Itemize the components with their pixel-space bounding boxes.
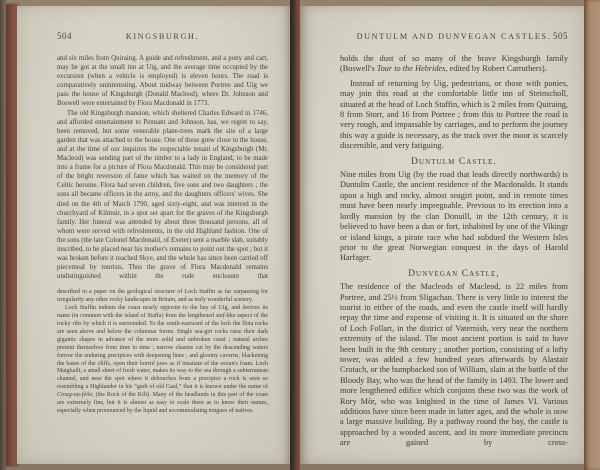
paragraph: Loch Staffin indents the coast nearly opposite to the bay of Uig, and derives its name (in common with the island of Staffa) from the lengthened staf-like aspect of the rocky ribs by which it is surrounded. To the south-eastward of the loch the flota rocks are seen above and below the columnar forms. Single sea-girt rocks raise their dark gigantic shapes in advance of the more solid and unbroken coast ; natural arches present themselves from time to time ; narrow chasms cut by the descending waters furrow the enduring precipices with deepening lines ; and gloomy caverns, blackening the bases of the cliffs, open their horrid jaws as if insatiate of the ocean's foam. Loch Maighailt, a small sheet of fresh water, makes its way to the sea through a subterranean channel, and near the spot where it debouches from a precipice a rock is seen so resembling a Highlander in his “garb of old Gaul,” that it is known under the name of Creag-na-féile, (the Rock of the Kilt). Many of the headlands in this part of the coast are extremely fine, but it is almost as easy to scale them as to know their names, especially when pronounced by the liquid and accommodating tongues of natives. [57, 305, 268, 414]
right-page-body [340, 54, 568, 449]
paragraph: Nine miles from Uig (by the road that leads directly northwards) is Duntulm Castle, the ancient residence of the Macdonalds. It stands upon a high and rocky, almost seagirt point, and in remote times must have been nearly impregnable. Previous to its erection into a lordly mansion by the clan Donuill, in the 12th century, it is believed to have been a dun or fort, inhabited by one of the Vikingr or island kings, a pirate race who had subdued the Western Isles prior to the great Norwegian conquest in the days of Harold Harfager. [340, 170, 568, 263]
right-running-head-row [340, 32, 568, 44]
left-page-number: 504 [57, 31, 72, 41]
page-gutter [290, 0, 300, 470]
paragraph: and six miles from Quiraing. A guide and refreshment, and a pony and cart, may be got at the small inn at Uig, and the average time occupied by the excursion (when a vehicle is employed) is eleven hours. The road is comparatively uninteresting. About midway between Portree and Uig we pass the house of Kingsburgh (Donald Macleod), where Dr. Johnson and Boswell were entertained by Flora Macdonald in 1773. [57, 55, 268, 108]
right-page-number: 505 [553, 31, 568, 41]
left-page-body [57, 54, 268, 281]
section-heading: Duntulm Castle. [411, 156, 497, 167]
left-running-head-row [57, 32, 268, 44]
left-page-footnote [57, 289, 268, 416]
paragraph: holds the dust of so many of the brave Kingsburgh family (Boswell's Tour to the Hebrides, edited by Robert Carruthers). [340, 54, 568, 74]
right-page [300, 6, 584, 464]
paragraph: The old Kingsburgh mansion, which sheltered Charles Edward in 1746, and afforded entertainment to Pennant and Johnson, has, we regret to say, been removed, but some venerable plane-trees mark the site of a large garden that was attached to the house. One of these grew close to the house, and at the time of our inquiries the respectable tenant of Kingsburgh (Mr. Macleod) was sending part of the timber to a lady in England, to be made into a frame for a picture of Flora Macdonald. This may be considered part of the bright reversion of fame which has waited on the memory of the Celtic heroine. Flora had seven children, five sons and two daughters ; the sons all became officers in the army, and the daughters officers' wives. She died on the 4th of March 1790, aged sixty-eight, and was interred in the churchyard of Kilmuir, in a spot set apart for the graves of the Kingsburgh family. Her funeral was attended by about three thousand persons, all of whom were served with refreshments, in the old Highland fashion. One of the sons (the late Colonel Macdonald, of Exeter) sent a marble slab, suitably inscribed, to be placed near his mother's remains to point out the spot ; but it was broken before it reached Skye, and the whole has since been carried off piecemeal by tourists. Thus the grave of Flora Macdonald remains undistinguished within the rude enclosure that [57, 109, 268, 281]
left-page [17, 6, 290, 464]
left-cover-spine-edge [6, 4, 17, 466]
paragraph: The residence of the Macleods of Macleod, is 22 miles from Portree, and 25½ from Sligachan. There is very little to interest the tourist in either of the roads, and even the castle itself will hardly repay the time and expense of visiting it. It is situated on the shore of Loch Follart, in the district of Vaternish, very near the northern extremity of the island. The most ancient portion is said to have been built in the 9th century ; another portion, consisting of a lofty tower, was added a few hundred years afterwards by Alastair Crotach, or the humpbacked son of William, slain at the battle of the Bloody Bay, who was the head of the family in 1493. The lower and more lengthened edifice which conjoins these two was the work of Rory Mòr, who was knighted in the time of James VI. Various additions have since been made in latter ages, and the whole is now a large massive building. By a pathway round the bay, the castle is approached by a wooded ascent, and its more immediate precincts are gained by cross- [340, 282, 568, 448]
book-fore-edge [584, 0, 600, 470]
section-heading: Dunvegan Castle, [408, 268, 500, 279]
right-running-title: DUNTULM AND DUNVEGAN CASTLES. [356, 32, 552, 41]
paragraph: Instead of returning by Uig, pedestrians, or those with ponies, may join this road at the comfortable little inn of Steinscholl, situated at the head of Loch Staffin, which is 2 miles from Quiraing, 8 from Storr, and 16 from Portree ; from this to Portree the road is very rough, and impassable by carriages, and to perform the journey this way a guide is necessary, as the track over the moor is scarcely discernible, and very fatiguing. [340, 78, 568, 151]
paragraph: described in a paper on the geological structure of Loch Staffin as far surpassing for irregularity any other rocky landscapes in Britain, and as truly wonderful scenery. [57, 289, 268, 304]
left-running-title: KINGSBURGH. [125, 32, 200, 41]
